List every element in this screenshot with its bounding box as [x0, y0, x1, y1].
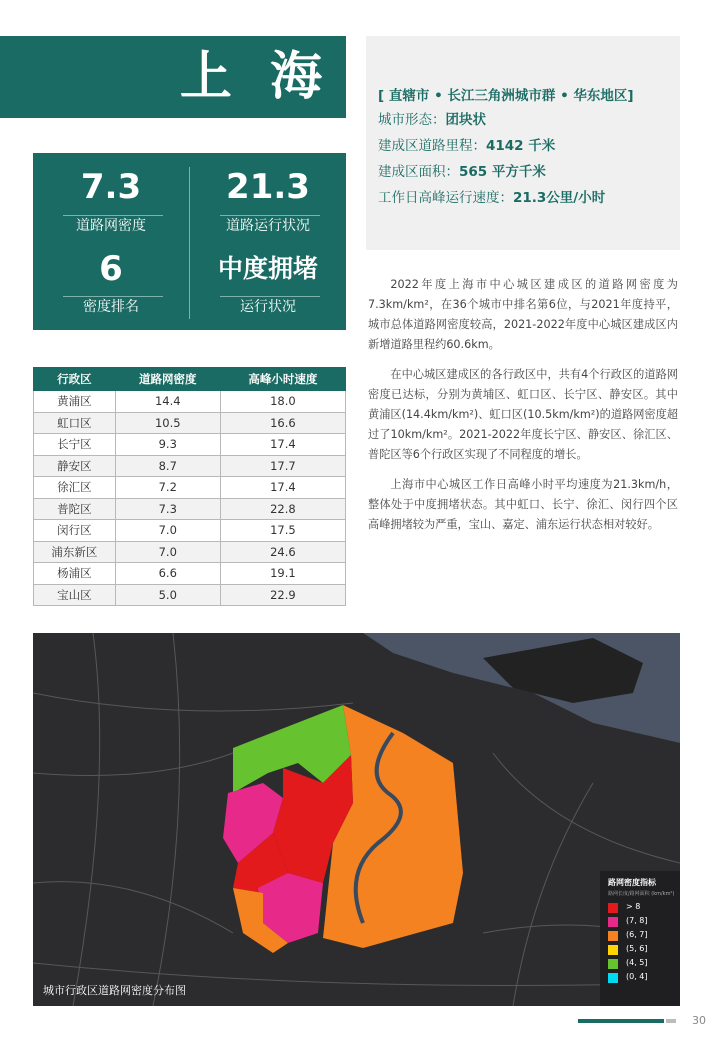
speed-cell: 17.4	[220, 434, 345, 456]
speed-cell: 17.5	[220, 520, 345, 542]
legend-subtitle: 路网长度/路网面积 (km/km²)	[608, 891, 675, 897]
density-cell: 6.6	[115, 563, 220, 585]
density-cell: 10.5	[115, 412, 220, 434]
legend-swatch	[608, 959, 618, 969]
table-row	[34, 541, 346, 563]
density-cell: 5.0	[115, 584, 220, 606]
legend-item	[600, 971, 680, 985]
traffic-value: 中度拥堵	[217, 254, 318, 283]
footer-accent-bar-grey	[666, 1019, 676, 1023]
traffic-label: 运行状况	[240, 299, 296, 315]
table-row	[34, 434, 346, 456]
legend-label: (6, 7]	[626, 930, 648, 939]
speed-cell: 18.0	[220, 391, 345, 413]
district-cell: 浦东新区	[34, 541, 116, 563]
district-cell: 普陀区	[34, 498, 116, 520]
district-table	[33, 367, 346, 606]
status-label: 道路运行状况	[226, 218, 310, 234]
legend-swatch	[608, 945, 618, 955]
legend-item	[600, 915, 680, 929]
density-label: 道路网密度	[76, 218, 146, 234]
district-cell: 闵行区	[34, 520, 116, 542]
table-row	[34, 412, 346, 434]
paragraph-2: 在中心城区建成区的各行政区中，共有4个行政区的道路网密度已达标，分别为黄埔区、虹口区、长宁区、静安区。其中黄浦区(14.4km/km²)、虹口区(10.5km/km²)的道路网密度超过了10km/km²。2021-2022年度长宁区、静安区、徐汇区、普陀区等6个行政区实现了不同程度的增长。	[368, 368, 678, 461]
table-row	[34, 455, 346, 477]
legend-swatch	[608, 917, 618, 927]
legend-swatch	[608, 973, 618, 983]
rank-value: 6	[99, 249, 123, 289]
speed-cell: 17.4	[220, 477, 345, 499]
page-number: 30	[692, 1014, 706, 1027]
legend-label: (0, 4]	[626, 972, 648, 981]
legend-item	[600, 929, 680, 943]
info-row-form: 城市形态：团块状	[378, 112, 486, 128]
map-caption: 城市行政区道路网密度分布图	[43, 984, 186, 997]
legend-label: (7, 8]	[626, 916, 648, 925]
density-cell: 14.4	[115, 391, 220, 413]
density-cell: 7.3	[115, 498, 220, 520]
speed-cell: 17.7	[220, 455, 345, 477]
table-row	[34, 391, 346, 413]
legend-list	[600, 901, 680, 985]
paragraph-3: 上海市中心城区工作日高峰小时平均速度为21.3km/h，整体处于中度拥堵状态。其中虹口、长宁、徐汇、闵行四个区高峰拥堵较为严重，宝山、嘉定、浦东运行状态相对较好。	[368, 478, 678, 531]
speed-cell: 16.6	[220, 412, 345, 434]
header-district: 行政区	[34, 368, 116, 391]
legend-label: (5, 6]	[626, 944, 648, 953]
map-graphic	[33, 633, 680, 1006]
table-row	[34, 584, 346, 606]
legend-item	[600, 957, 680, 971]
stats-panel	[33, 153, 346, 330]
district-cell: 虹口区	[34, 412, 116, 434]
status-value: 21.3	[226, 167, 310, 207]
district-cell: 长宁区	[34, 434, 116, 456]
legend-swatch	[608, 931, 618, 941]
city-info-box	[366, 36, 680, 250]
density-cell: 7.2	[115, 477, 220, 499]
density-cell: 7.0	[115, 541, 220, 563]
info-row-road-length: 建成区道路里程：4142 千米	[378, 138, 556, 154]
density-value: 7.3	[80, 167, 142, 207]
density-stat	[33, 167, 189, 207]
table-row	[34, 477, 346, 499]
district-cell: 杨浦区	[34, 563, 116, 585]
header-speed: 高峰小时速度	[220, 368, 345, 391]
density-cell: 9.3	[115, 434, 220, 456]
table-header-row	[34, 368, 346, 391]
road-density-map	[33, 633, 680, 1006]
table-row	[34, 563, 346, 585]
speed-cell: 19.1	[220, 563, 345, 585]
legend-label: (4, 5]	[626, 958, 648, 967]
speed-cell: 24.6	[220, 541, 345, 563]
legend-swatch	[608, 903, 618, 913]
legend-label: > 8	[626, 902, 641, 911]
header-density: 道路网密度	[115, 368, 220, 391]
legend-title: 路网密度指标	[608, 878, 656, 887]
city-title: 上 海	[179, 47, 332, 107]
info-row-area: 建成区面积：565 平方千米	[378, 164, 546, 180]
district-cell: 徐汇区	[34, 477, 116, 499]
speed-cell: 22.9	[220, 584, 345, 606]
table-row	[34, 498, 346, 520]
legend-item	[600, 901, 680, 915]
speed-cell: 22.8	[220, 498, 345, 520]
footer-accent-bar	[578, 1019, 664, 1023]
city-category-tag: [ 直辖市 • 长江三角洲城市群 • 华东地区]	[378, 88, 634, 104]
title-banner	[0, 36, 346, 118]
district-cell: 宝山区	[34, 584, 116, 606]
density-cell: 7.0	[115, 520, 220, 542]
district-cell: 静安区	[34, 455, 116, 477]
body-text	[368, 275, 678, 545]
density-cell: 8.7	[115, 455, 220, 477]
map-legend	[600, 871, 680, 1006]
info-row-speed: 工作日高峰运行速度：21.3公里/小时	[378, 190, 606, 206]
table-row	[34, 520, 346, 542]
paragraph-1: 2022年度上海市中心城区建成区的道路网密度为7.3km/km²，在36个城市中排名第6位，与2021年度持平，城市总体道路网密度较高，2021-2022年度中心城区建成区内新增道路里程约60.6km。	[368, 278, 678, 351]
district-cell: 黄浦区	[34, 391, 116, 413]
rank-label: 密度排名	[83, 299, 139, 315]
legend-item	[600, 943, 680, 957]
